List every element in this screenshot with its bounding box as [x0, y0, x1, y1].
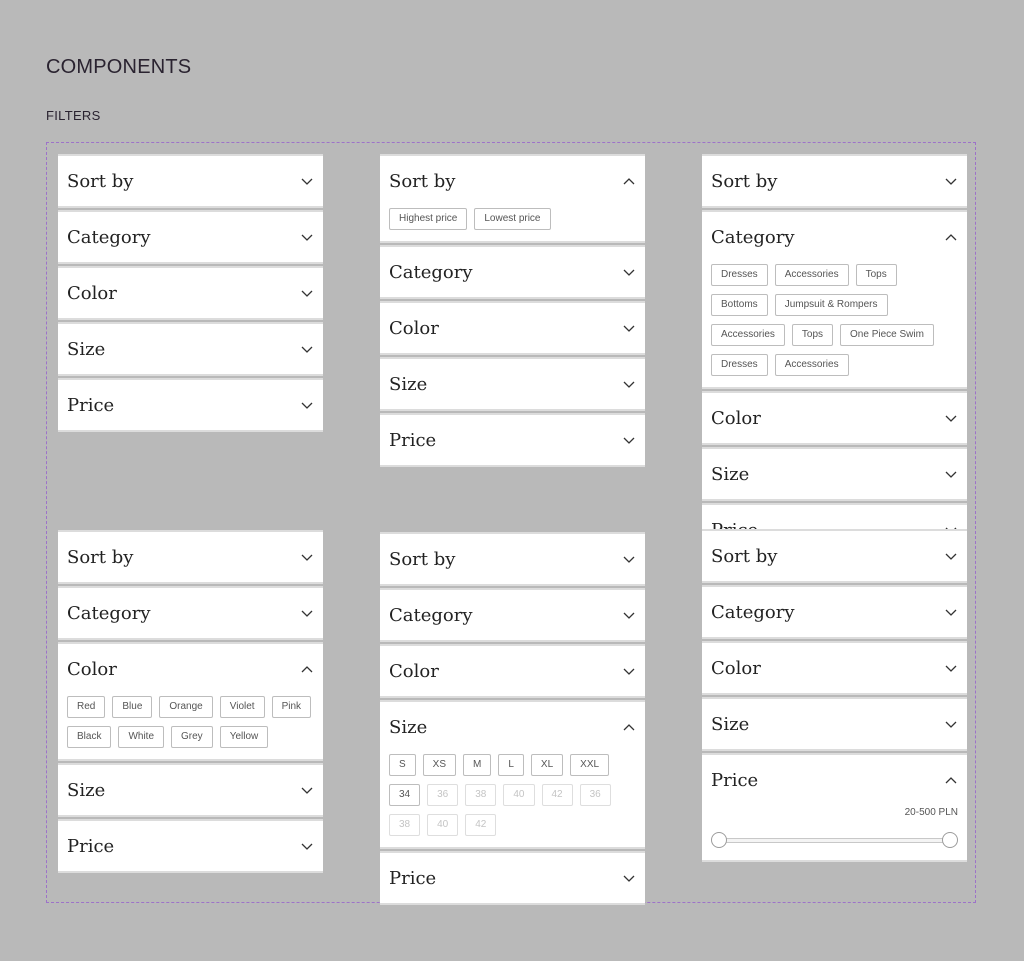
size-section-header[interactable] — [702, 699, 967, 749]
sort-section-title: Sort by — [389, 548, 456, 570]
chevron-up-icon — [944, 773, 958, 787]
category-section-title: Category — [67, 226, 151, 248]
slider-min-handle[interactable] — [711, 832, 727, 848]
price-section-header[interactable] — [380, 415, 645, 465]
category-section-header[interactable] — [702, 212, 967, 262]
filter-section-size — [380, 357, 645, 411]
filter-section-price — [380, 413, 645, 467]
page-title: COMPONENTS — [46, 56, 192, 78]
filter-option-chip[interactable]: Yellow — [220, 726, 269, 748]
filter-option-chip[interactable]: Blue — [112, 696, 152, 718]
category-section-title: Category — [389, 261, 473, 283]
filter-section-color — [380, 644, 645, 698]
filter-section-sort — [380, 154, 645, 243]
chevron-down-icon — [944, 605, 958, 619]
filter-panel-all-collapsed — [58, 154, 323, 434]
color-section-title: Color — [67, 282, 117, 304]
price-section-header[interactable] — [702, 755, 967, 805]
chevron-down-icon — [622, 377, 636, 391]
size-section-header[interactable] — [380, 702, 645, 752]
size-section-header[interactable] — [702, 449, 967, 499]
filter-section-category — [702, 210, 967, 389]
chevron-down-icon — [944, 661, 958, 675]
size-section-title: Size — [67, 779, 106, 801]
size-section-title: Size — [711, 713, 750, 735]
filter-section-size — [58, 322, 323, 376]
filter-section-sort — [58, 530, 323, 584]
filter-option-chip[interactable]: Orange — [159, 696, 212, 718]
price-section-header[interactable] — [58, 821, 323, 871]
filter-option-chip: 36 — [427, 784, 458, 806]
chevron-down-icon — [622, 871, 636, 885]
price-filter-body — [702, 807, 967, 860]
color-section-header[interactable] — [58, 268, 323, 318]
sort-section-header[interactable] — [58, 532, 323, 582]
sort-section-title: Sort by — [711, 170, 778, 192]
category-section-header[interactable] — [58, 588, 323, 638]
filter-option-chip[interactable]: Violet — [220, 696, 265, 718]
color-options — [58, 694, 323, 759]
filter-section-color — [380, 301, 645, 355]
size-section-header[interactable] — [58, 324, 323, 374]
filter-panel-sort-open — [380, 154, 645, 469]
price-range-label: 20-500 PLN — [904, 807, 958, 818]
sort-section-title: Sort by — [711, 545, 778, 567]
chevron-down-icon — [300, 550, 314, 564]
filter-option-chip: 38 — [389, 814, 420, 836]
price-range-slider[interactable] — [711, 832, 958, 848]
price-section-title: Price — [389, 429, 437, 451]
chevron-down-icon — [300, 342, 314, 356]
chevron-down-icon — [622, 265, 636, 279]
chevron-down-icon — [622, 433, 636, 447]
filter-panel-color-open — [58, 530, 323, 875]
filter-section-sort — [380, 532, 645, 586]
size-section-title: Size — [711, 463, 750, 485]
size-section-header[interactable] — [380, 359, 645, 409]
chevron-up-icon — [622, 720, 636, 734]
filter-option-chip[interactable]: Lowest price — [474, 208, 550, 230]
chevron-down-icon — [622, 608, 636, 622]
filter-section-price — [380, 851, 645, 905]
filter-option-chip[interactable]: XS — [423, 754, 456, 776]
category-section-header[interactable] — [702, 587, 967, 637]
filter-section-category — [58, 586, 323, 640]
category-section-header[interactable] — [380, 247, 645, 297]
price-section-title: Price — [711, 769, 759, 791]
filter-option-chip[interactable]: Accessories — [775, 354, 849, 376]
filter-option-chip[interactable]: Red — [67, 696, 105, 718]
filter-option-chip[interactable]: Accessories — [775, 264, 849, 286]
filter-section-price — [702, 753, 967, 862]
filter-option-chip[interactable]: XXL — [570, 754, 609, 776]
category-section-title: Category — [711, 226, 795, 248]
filter-section-category — [380, 588, 645, 642]
filter-option-chip[interactable]: Bottoms — [711, 294, 768, 316]
filter-section-category — [58, 210, 323, 264]
color-section-title: Color — [711, 407, 761, 429]
filter-section-sort — [702, 154, 967, 208]
chevron-down-icon — [622, 321, 636, 335]
chevron-up-icon — [622, 174, 636, 188]
filter-option-chip: 40 — [427, 814, 458, 836]
filter-option-chip[interactable]: Pink — [272, 696, 311, 718]
chevron-down-icon — [300, 839, 314, 853]
size-section-title: Size — [67, 338, 106, 360]
filter-section-category — [380, 245, 645, 299]
chevron-down-icon — [944, 717, 958, 731]
filter-option-chip: 36 — [580, 784, 611, 806]
category-section-header[interactable] — [58, 212, 323, 262]
price-section-header[interactable] — [58, 380, 323, 430]
filter-option-chip: 42 — [465, 814, 496, 836]
slider-max-handle[interactable] — [942, 832, 958, 848]
color-section-title: Color — [389, 317, 439, 339]
filter-section-size — [702, 447, 967, 501]
filter-option-chip: 42 — [542, 784, 573, 806]
chevron-down-icon — [944, 549, 958, 563]
color-section-title: Color — [389, 660, 439, 682]
filter-option-chip[interactable]: Black — [67, 726, 111, 748]
filter-panel-category-open — [702, 154, 967, 559]
filter-option-chip[interactable]: White — [118, 726, 164, 748]
chevron-down-icon — [300, 783, 314, 797]
chevron-down-icon — [622, 552, 636, 566]
filter-section-color — [58, 266, 323, 320]
category-section-title: Category — [711, 601, 795, 623]
filter-panel-size-open — [380, 532, 645, 907]
filter-option-chip[interactable]: 34 — [389, 784, 420, 806]
color-section-header[interactable] — [702, 643, 967, 693]
sort-section-title: Sort by — [67, 170, 134, 192]
filter-option-chip[interactable]: Accessories — [711, 324, 785, 346]
size-section-title: Size — [389, 716, 428, 738]
sort-section-header[interactable] — [380, 156, 645, 206]
filter-section-color — [702, 641, 967, 695]
price-section-title: Price — [389, 867, 437, 889]
color-section-header[interactable] — [380, 646, 645, 696]
sort-section-header[interactable] — [58, 156, 323, 206]
filter-section-sort — [702, 529, 967, 583]
sort-section-title: Sort by — [389, 170, 456, 192]
sort-section-header[interactable] — [702, 156, 967, 206]
filter-option-chip[interactable]: L — [498, 754, 524, 776]
category-options — [702, 262, 967, 387]
chevron-up-icon — [944, 230, 958, 244]
filter-option-chip[interactable]: Grey — [171, 726, 213, 748]
chevron-down-icon — [300, 174, 314, 188]
sort-options — [380, 206, 645, 241]
chevron-down-icon — [300, 230, 314, 244]
filter-option-chip[interactable]: Dresses — [711, 354, 768, 376]
filter-option-chip[interactable]: Jumpsuit & Rompers — [775, 294, 888, 316]
chevron-down-icon — [300, 398, 314, 412]
category-section-header[interactable] — [380, 590, 645, 640]
color-section-title: Color — [711, 657, 761, 679]
filter-option-chip[interactable]: Dresses — [711, 264, 768, 286]
slider-track[interactable] — [719, 838, 950, 843]
category-section-title: Category — [389, 604, 473, 626]
filter-option-chip[interactable]: S — [389, 754, 416, 776]
filter-section-sort — [58, 154, 323, 208]
sort-section-title: Sort by — [67, 546, 134, 568]
filter-section-color — [58, 642, 323, 761]
filter-option-chip[interactable]: One Piece Swim — [840, 324, 934, 346]
filter-section-category — [702, 585, 967, 639]
color-section-header[interactable] — [702, 393, 967, 443]
chevron-down-icon — [944, 174, 958, 188]
filter-option-chip[interactable]: M — [463, 754, 491, 776]
size-options — [380, 752, 645, 847]
filter-section-color — [702, 391, 967, 445]
size-section-header[interactable] — [58, 765, 323, 815]
price-section-header[interactable] — [380, 853, 645, 903]
category-section-title: Category — [67, 602, 151, 624]
filter-section-size — [58, 763, 323, 817]
chevron-down-icon — [300, 286, 314, 300]
filter-option-chip[interactable]: Tops — [792, 324, 833, 346]
chevron-down-icon — [944, 467, 958, 481]
chevron-down-icon — [622, 664, 636, 678]
filter-section-size — [380, 700, 645, 849]
filter-section-size — [702, 697, 967, 751]
filter-section-price — [58, 378, 323, 432]
color-section-header[interactable] — [58, 644, 323, 694]
sort-section-header[interactable] — [702, 531, 967, 581]
chevron-up-icon — [300, 662, 314, 676]
color-section-title: Color — [67, 658, 117, 680]
filter-option-chip[interactable]: Highest price — [389, 208, 467, 230]
filter-option-chip[interactable]: XL — [531, 754, 563, 776]
filter-option-chip[interactable]: Tops — [856, 264, 897, 286]
price-section-title: Price — [67, 835, 115, 857]
chevron-down-icon — [300, 606, 314, 620]
color-section-header[interactable] — [380, 303, 645, 353]
filter-panel-price-open — [702, 529, 967, 864]
sort-section-header[interactable] — [380, 534, 645, 584]
filter-option-chip: 40 — [503, 784, 534, 806]
section-label: FILTERS — [46, 108, 101, 123]
size-section-title: Size — [389, 373, 428, 395]
price-section-title: Price — [67, 394, 115, 416]
filter-section-price — [58, 819, 323, 873]
chevron-down-icon — [944, 411, 958, 425]
filter-option-chip: 38 — [465, 784, 496, 806]
